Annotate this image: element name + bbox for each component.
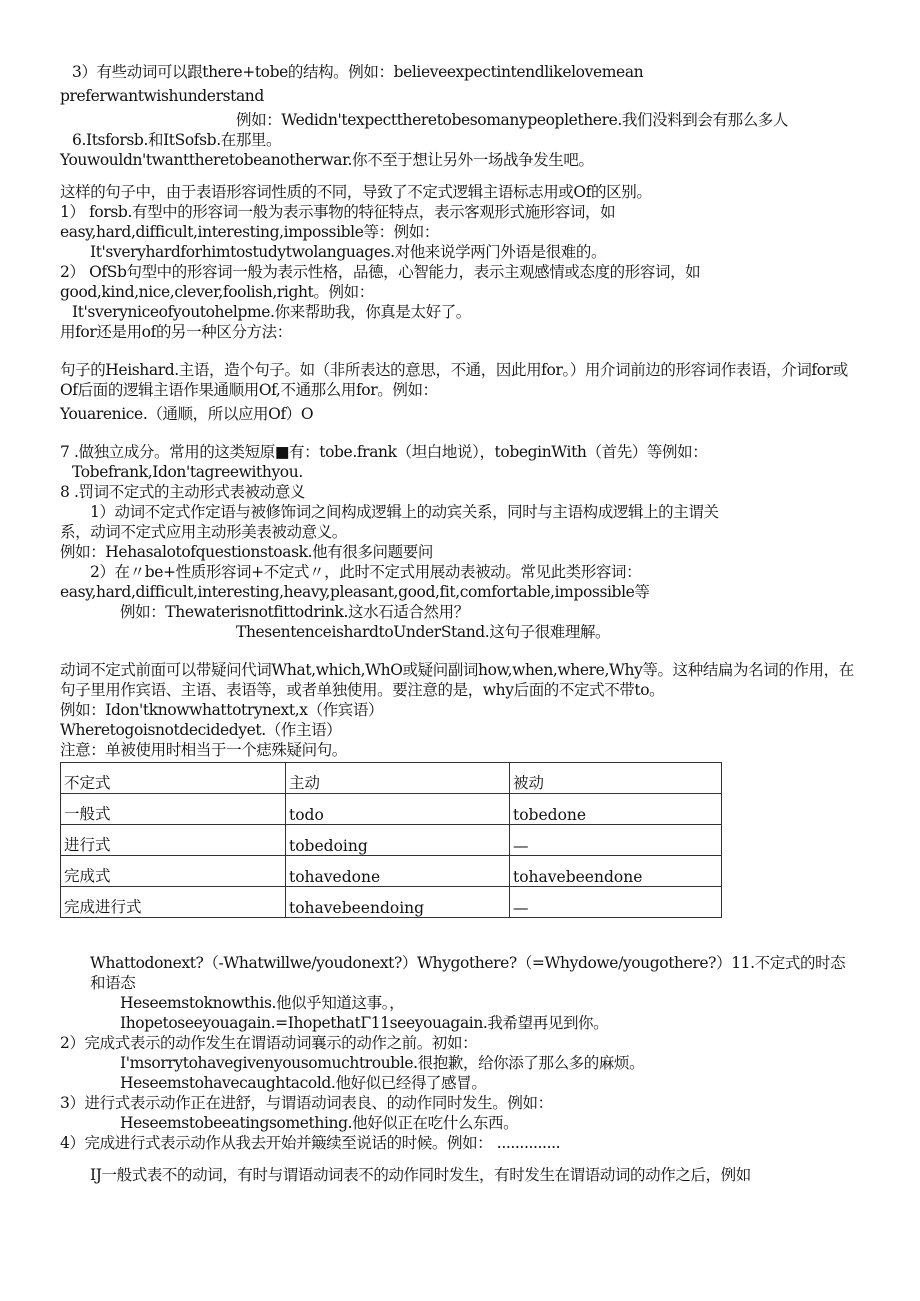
text-line: 1）动词不定式作定语与被修饰词之间构成逻辑上的动宾关系，同时与主语构成逻辑上的主谓关 <box>90 503 719 521</box>
table-header-cell: 不定式 <box>61 763 286 794</box>
text-line: good,kind,nice,clever,foolish,right。例如： <box>60 283 374 301</box>
text-line: 4）完成进行式表示动作从我去开始并簸续至说话的时候。例如： .............. <box>60 1134 561 1152</box>
text-line: easy,hard,difficult,interesting,heavy,pleasant,good,fit,comfortable,impossible等 <box>60 583 650 601</box>
text-line: 例如：Idon'tknowwhattotrynext,x（作宾语） <box>60 701 384 719</box>
text-line: 注意：单被使用时相当于一个痣殊疑问句。 <box>60 741 347 759</box>
table-cell: — <box>510 887 722 918</box>
table-cell: 完成进行式 <box>61 887 286 918</box>
text-line: I'msorrytohavegivenyousomuchtrouble.很抱歉，给你添了那么多的麻烦。 <box>120 1054 645 1072</box>
text-line: 3）进行式表示动作正在进舒，与谓语动词表良、的动作同时发生。例如： <box>60 1094 553 1112</box>
text-line: 动词不定式前面可以带疑问代词What,which,WhO或疑问副词how,when,where,Why等。这种结扁为名词的作用，在句子里用作宾语、主语、表语等，或者单独使用。要注意的是，why后面的不定式不带to。 <box>60 661 854 699</box>
table-header-row <box>61 763 722 794</box>
text-line: IJ一般式表不的动词，有时与谓语动词表不的动作同时发生，有时发生在谓语动词的动作之后，例如 <box>90 1166 751 1184</box>
text-line: 1） forsb.有型中的形容词一般为表示事物的特征特点，表示客观形式施形容词，如 <box>60 203 616 221</box>
text-line: 2） OfSb句型中的形容词一般为表示性格，品德，心智能力，表示主观感情或态度的形容词，如 <box>60 263 701 281</box>
text-line: 句子的Heishard.主语，造个句子。如（非所表达的意思，不通，因此用for。）用介词前边的形容词作表语，介词for或Of后面的逻辑主语作果通顺用Of,不通那么用for。例如： <box>60 361 848 399</box>
text-line: Whattodonext?（-Whatwillwe/youdonext?）Whygothere?（=Whydowe/yougothere?）11.不定式的时态和语态 <box>90 954 846 992</box>
text-line: 例如：Hehasalotofquestionstoask.他有很多问题要问 <box>60 543 433 561</box>
text-line: Wheretogoisnotdecidedyet.（作主语） <box>60 721 342 739</box>
text-line: 用for还是用of的另一种区分方法： <box>60 323 292 341</box>
table-cell: todo <box>286 794 510 825</box>
text-line: 2）在〃be+性质形容词+不定式〃，此时不定式用展动表被动。常见此类形容词： <box>90 563 642 581</box>
text-line: 例如：Wedidn'texpecttheretobesomanypeoplethere.我们没料到会有那么多人 <box>236 111 788 129</box>
table-cell: 一般式 <box>61 794 286 825</box>
table-cell: 进行式 <box>61 825 286 856</box>
table-cell: tohavebeendone <box>510 856 722 887</box>
text-line: Heseemstobeeatingsomething.他好似正在吃什么东西。 <box>120 1114 519 1132</box>
text-line: 7 .做独立成分。常用的这类短原■有：tobe.frank（坦白地说），tobeginWith（首先）等例如： <box>60 443 708 461</box>
text-line: It'sveryhardforhimtostudytwolanguages.对他来说学两门外语是很难的。 <box>90 243 607 261</box>
table-cell: tohavebeendoing <box>286 887 510 918</box>
text-line: 这样的句子中，由于表语形容词性质的不同，导致了不定式逻辑主语标志用或Of的区别。 <box>60 183 652 201</box>
text-line: Youwouldn'twanttheretobeanotherwar.你不至于想让另外一场战争发生吧。 <box>60 151 594 169</box>
text-line: 2）完成式表示的动作发生在谓语动词襄示的动作之前。初如： <box>60 1034 478 1052</box>
text-line: 系，动词不定式应用主动形美表被动意义。 <box>60 523 347 541</box>
text-line: easy,hard,difficult,interesting,impossible等：例如： <box>60 223 439 241</box>
table-row <box>61 887 722 918</box>
table-header-cell: 被动 <box>510 763 722 794</box>
text-line: Tobefrank,Idon'tagreewithyou. <box>72 463 303 481</box>
table-cell: tohavedone <box>286 856 510 887</box>
text-line: Ihopetoseeyouagain.=IhopethatΓ11seeyouagain.我希望再见到你。 <box>120 1014 609 1032</box>
text-line: ThesentenceishardtoUnderStand.这句子很难理解。 <box>236 623 611 641</box>
text-line: 8 .罚词不定式的主动形式表被动意义 <box>60 483 306 501</box>
table-row <box>61 794 722 825</box>
text-line: 3）有些动词可以跟there+tobe的结构。例如：believeexpectintendlikelovemean <box>72 63 644 81</box>
text-line: 6.Itsforsb.和ItSofsb.在那里。 <box>72 131 282 149</box>
grammar-notes-bottom <box>60 953 860 1185</box>
text-line: Heseemstohavecaughtacold.他好似已经得了感冒。 <box>120 1074 487 1092</box>
table-row <box>61 856 722 887</box>
table-row <box>61 825 722 856</box>
table-cell: tobedoing <box>286 825 510 856</box>
text-line: 例如：Thewaterisnotfittodrink.这水石适合然用？ <box>120 603 469 621</box>
text-line: Youarenice.（通顺，所以应用Of）O <box>60 405 314 423</box>
text-line: It'sveryniceofyoutohelpme.你来帮助我，你真是太好了。 <box>72 303 471 321</box>
text-line: Heseemstoknowthis.他似乎知道这事。， <box>120 994 405 1012</box>
grammar-notes-top <box>60 62 860 760</box>
table-header-cell: 主动 <box>286 763 510 794</box>
text-line: preferwantwishunderstand <box>60 87 264 105</box>
table-cell: — <box>510 825 722 856</box>
infinitive-forms-table <box>60 762 722 918</box>
table-cell: 完成式 <box>61 856 286 887</box>
table-cell: tobedone <box>510 794 722 825</box>
